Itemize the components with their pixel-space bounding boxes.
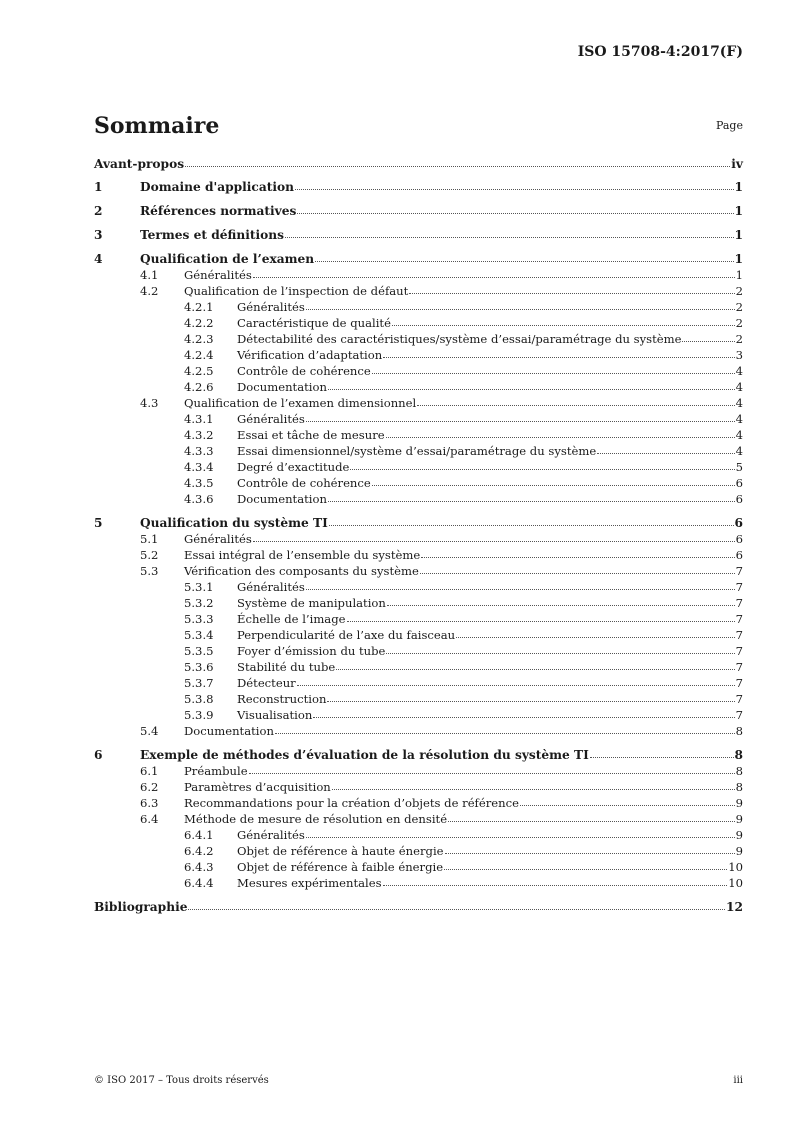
toc-entry-page: 4 <box>735 444 743 458</box>
toc-entry-number: 4.2.6 <box>184 380 214 394</box>
toc-entry-title: Perpendicularité de l’axe du faisceau <box>237 628 456 642</box>
toc-entry-title: Préambule <box>184 764 248 778</box>
toc-entry[interactable] <box>94 779 743 795</box>
toc-entry-number: 4.3 <box>140 396 159 410</box>
toc-entry-number: 4.3.3 <box>184 444 214 458</box>
toc-entry[interactable] <box>94 531 743 547</box>
toc-entry[interactable] <box>94 707 743 723</box>
toc-entry-page: 7 <box>735 628 743 642</box>
toc-entry[interactable] <box>94 475 743 491</box>
dot-leader <box>409 282 734 294</box>
toc-entry-page: 1 <box>735 268 743 282</box>
toc-entry-page: 2 <box>735 316 743 330</box>
toc-entry-page: 6 <box>735 476 743 490</box>
toc-entry-title: Références normatives <box>140 204 297 218</box>
toc-entry-number: 2 <box>94 204 103 218</box>
dot-leader <box>306 826 735 838</box>
dot-leader <box>590 746 734 758</box>
toc-entry-title: Recommandations pour la création d’objets de référence <box>184 796 519 810</box>
dot-leader <box>682 330 734 342</box>
toc-entry-page: 7 <box>735 660 743 674</box>
toc-entry-number: 4.1 <box>140 268 159 282</box>
toc-entry-title: Contrôle de cohérence <box>237 364 371 378</box>
toc-entry-title: Caractéristique de qualité <box>237 316 391 330</box>
toc-entry-number: 6.4.4 <box>184 876 214 890</box>
toc-entry-title: Méthode de mesure de résolution en densité <box>184 812 448 826</box>
toc-entry-number: 6 <box>94 748 103 762</box>
toc-entry-title: Généralités <box>184 532 252 546</box>
toc-entry[interactable] <box>94 491 743 507</box>
dot-leader <box>383 874 728 886</box>
toc-entry-page: 6 <box>735 532 743 546</box>
toc-entry-page: 4 <box>735 428 743 442</box>
toc-entry[interactable] <box>94 763 743 779</box>
footer-page-number: iii <box>733 1075 743 1086</box>
toc-entry-title: Avant-propos <box>94 157 185 171</box>
toc-entry-page: 1 <box>734 252 743 266</box>
toc-entry-page: 7 <box>735 708 743 722</box>
dot-leader <box>597 442 734 454</box>
toc-entry-number: 5.3.6 <box>184 660 214 674</box>
toc-entry-page: 1 <box>734 204 743 218</box>
toc-entry[interactable] <box>94 379 743 395</box>
toc-entry-number: 5.4 <box>140 724 159 738</box>
page-column-label: Page <box>715 119 743 132</box>
toc-entry[interactable] <box>94 795 743 811</box>
toc-entry-page: 1 <box>734 228 743 242</box>
toc-entry-title: Échelle de l’image <box>237 612 346 626</box>
toc-entry-number: 4.2.3 <box>184 332 214 346</box>
dot-leader <box>306 410 735 422</box>
toc-entry[interactable] <box>94 227 743 243</box>
toc-entry[interactable] <box>94 899 743 915</box>
dot-leader <box>275 722 735 734</box>
toc-entry-number: 4.2.1 <box>184 300 214 314</box>
toc-entry[interactable] <box>94 595 743 611</box>
toc-entry[interactable] <box>94 363 743 379</box>
toc-entry[interactable] <box>94 643 743 659</box>
dot-leader <box>350 458 734 470</box>
toc-entry-title: Termes et définitions <box>140 228 284 242</box>
toc-entry-number: 6.4.2 <box>184 844 214 858</box>
toc-entry-title: Exemple de méthodes d’évaluation de la résolution du système TI <box>140 748 589 762</box>
dot-leader <box>253 530 735 542</box>
toc-entry-page: 10 <box>728 860 743 874</box>
dot-leader <box>306 298 735 310</box>
toc-entry-title: Détecteur <box>237 676 296 690</box>
toc-entry-page: 2 <box>735 300 743 314</box>
toc-entry-page: iv <box>731 157 743 171</box>
toc-entry[interactable] <box>94 843 743 859</box>
toc-entry-number: 6.4.3 <box>184 860 214 874</box>
dot-leader <box>372 474 735 486</box>
toc-entry[interactable] <box>94 267 743 283</box>
toc-entry-number: 4.3.5 <box>184 476 214 490</box>
toc-entry-title: Reconstruction <box>237 692 327 706</box>
dot-leader <box>249 762 735 774</box>
toc-entry-title: Essai intégral de l’ensemble du système <box>184 548 421 562</box>
toc-entry-number: 5.3.9 <box>184 708 214 722</box>
toc-entry[interactable] <box>94 875 743 891</box>
toc-entry-title: Domaine d'application <box>140 180 294 194</box>
toc-entry-page: 1 <box>734 180 743 194</box>
toc-entry-number: 3 <box>94 228 103 242</box>
dot-leader <box>456 626 734 638</box>
toc-entry-page: 6 <box>734 516 743 530</box>
toc-entry-page: 9 <box>735 828 743 842</box>
toc-entry-title: Détectabilité des caractéristiques/système d’essai/paramétrage du système <box>237 332 682 346</box>
toc-entry[interactable] <box>94 443 743 459</box>
toc-entry-title: Bibliographie <box>94 900 188 914</box>
dot-leader <box>297 674 735 686</box>
dot-leader <box>386 642 734 654</box>
toc-entry-title: Qualification du système TI <box>140 516 328 530</box>
toc-entry-number: 5.3.4 <box>184 628 214 642</box>
dot-leader <box>327 690 734 702</box>
toc-entry-number: 5.3.5 <box>184 644 214 658</box>
toc-entry-number: 5.1 <box>140 532 159 546</box>
toc-entry[interactable] <box>94 827 743 843</box>
toc-entry-number: 6.2 <box>140 780 159 794</box>
toc-entry-title: Système de manipulation <box>237 596 386 610</box>
toc-entry[interactable] <box>94 411 743 427</box>
dot-leader <box>328 490 735 502</box>
dot-leader <box>387 594 735 606</box>
toc-entry-number: 4.2.4 <box>184 348 214 362</box>
toc-entry[interactable] <box>94 611 743 627</box>
toc-title: Sommaire <box>94 113 220 139</box>
toc-entry[interactable] <box>94 547 743 563</box>
toc-entry-number: 4.3.2 <box>184 428 214 442</box>
dot-leader <box>285 226 734 238</box>
toc-entry[interactable] <box>94 179 743 195</box>
toc-entry-title: Foyer d’émission du tube <box>237 644 386 658</box>
dot-leader <box>372 362 735 374</box>
toc-entry-number: 5.2 <box>140 548 159 562</box>
toc-entry-title: Stabilité du tube <box>237 660 336 674</box>
dot-leader <box>386 426 735 438</box>
dot-leader <box>306 578 735 590</box>
toc-entry-page: 3 <box>735 348 743 362</box>
toc-entry[interactable] <box>94 627 743 643</box>
dot-leader <box>297 202 733 214</box>
toc-entry-number: 4 <box>94 252 103 266</box>
toc-entry[interactable] <box>94 459 743 475</box>
toc-entry-number: 5 <box>94 516 103 530</box>
toc-entry-number: 4.2 <box>140 284 159 298</box>
dot-leader <box>383 346 734 358</box>
dot-leader <box>185 155 730 167</box>
toc-entry-title: Documentation <box>237 492 327 506</box>
toc-entry-page: 2 <box>735 332 743 346</box>
dot-leader <box>332 778 735 790</box>
dot-leader <box>520 794 735 806</box>
toc-entry-number: 4.3.4 <box>184 460 214 474</box>
toc-entry-title: Généralités <box>237 580 305 594</box>
toc-entry-page: 9 <box>735 796 743 810</box>
dot-leader <box>392 314 735 326</box>
toc-entry[interactable] <box>94 659 743 675</box>
dot-leader <box>315 250 733 262</box>
toc-entry-page: 7 <box>735 596 743 610</box>
toc-entry-title: Vérification des composants du système <box>184 564 419 578</box>
toc-entry[interactable] <box>94 203 743 219</box>
toc-entry[interactable] <box>94 579 743 595</box>
toc-entry-page: 7 <box>735 692 743 706</box>
dot-leader <box>445 842 735 854</box>
toc-entry-page: 7 <box>735 564 743 578</box>
toc-entry-title: Essai dimensionnel/système d’essai/paramétrage du système <box>237 444 597 458</box>
toc-entry[interactable] <box>94 859 743 875</box>
toc-entry-number: 5.3.3 <box>184 612 214 626</box>
toc-entry-number: 5.3.7 <box>184 676 214 690</box>
toc-entry[interactable] <box>94 251 743 267</box>
toc-entry[interactable] <box>94 315 743 331</box>
toc-entry-title: Qualification de l’examen <box>140 252 315 266</box>
toc-entry-title: Essai et tâche de mesure <box>237 428 385 442</box>
toc-entry-page: 2 <box>735 284 743 298</box>
toc-entry-number: 6.4.1 <box>184 828 214 842</box>
toc-entry[interactable] <box>94 283 743 299</box>
dot-leader <box>420 562 735 574</box>
toc-entry-page: 7 <box>735 676 743 690</box>
toc-entry[interactable] <box>94 515 743 531</box>
toc-entry-page: 4 <box>735 412 743 426</box>
toc-entry-title: Vérification d’adaptation <box>237 348 383 362</box>
toc-entry-title: Documentation <box>237 380 327 394</box>
toc-entry[interactable] <box>94 563 743 579</box>
toc-entry[interactable] <box>94 747 743 763</box>
toc-entry-title: Contrôle de cohérence <box>237 476 371 490</box>
toc-entry[interactable] <box>94 427 743 443</box>
toc-entry-page: 6 <box>735 548 743 562</box>
toc-entry-number: 6.4 <box>140 812 159 826</box>
toc-entry[interactable] <box>94 299 743 315</box>
dot-leader <box>336 658 734 670</box>
toc-entry[interactable] <box>94 811 743 827</box>
toc-entry[interactable] <box>94 331 743 347</box>
dot-leader <box>313 706 734 718</box>
toc-entry-number: 4.3.1 <box>184 412 214 426</box>
toc-entry-title: Mesures expérimentales <box>237 876 382 890</box>
toc-entry-page: 10 <box>728 876 743 890</box>
toc-entry-number: 6.3 <box>140 796 159 810</box>
toc-entry-title: Visualisation <box>237 708 313 722</box>
toc-entry-number: 4.3.6 <box>184 492 214 506</box>
toc-entry-page: 9 <box>735 844 743 858</box>
toc-entry-page: 8 <box>734 748 743 762</box>
toc-entry-number: 5.3.1 <box>184 580 214 594</box>
toc-entry-page: 8 <box>735 780 743 794</box>
document-header: ISO 15708-4:2017(F) <box>577 44 743 60</box>
toc-entry-number: 4.2.2 <box>184 316 214 330</box>
toc-entry-page: 7 <box>735 644 743 658</box>
toc-entry-number: 5.3 <box>140 564 159 578</box>
toc-entry-title: Objet de référence à haute énergie <box>237 844 444 858</box>
toc-entry-title: Paramètres d’acquisition <box>184 780 331 794</box>
toc-entry-page: 4 <box>735 364 743 378</box>
toc-entry[interactable] <box>94 723 743 739</box>
toc-entry-number: 4.2.5 <box>184 364 214 378</box>
toc-entry-title: Généralités <box>184 268 252 282</box>
toc-entry-number: 1 <box>94 180 103 194</box>
toc-entry-page: 5 <box>735 460 743 474</box>
toc-entry-page: 8 <box>735 724 743 738</box>
toc-entry[interactable] <box>94 347 743 363</box>
toc-entry[interactable] <box>94 675 743 691</box>
toc-entry-title: Objet de référence à faible énergie <box>237 860 444 874</box>
toc-entry-title: Généralités <box>237 828 305 842</box>
dot-leader <box>421 546 734 558</box>
toc-entry-number: 5.3.2 <box>184 596 214 610</box>
toc-entry-page: 4 <box>735 380 743 394</box>
toc-entry-title: Généralités <box>237 300 305 314</box>
toc-entry-page: 12 <box>726 900 743 914</box>
dot-leader <box>448 810 735 822</box>
toc-entry-page: 7 <box>735 580 743 594</box>
toc-entry-number: 6.1 <box>140 764 159 778</box>
toc-entry-title: Qualification de l’examen dimensionnel <box>184 396 417 410</box>
toc-entry-title: Documentation <box>184 724 274 738</box>
toc-entry[interactable] <box>94 156 743 172</box>
dot-leader <box>347 610 735 622</box>
toc-entry-page: 8 <box>735 764 743 778</box>
dot-leader <box>253 266 735 278</box>
dot-leader <box>328 378 735 390</box>
dot-leader <box>295 178 734 190</box>
dot-leader <box>444 858 727 870</box>
footer-copyright: © ISO 2017 – Tous droits réservés <box>94 1075 269 1086</box>
toc-entry-number: 5.3.8 <box>184 692 214 706</box>
toc-entry[interactable] <box>94 691 743 707</box>
toc-entry[interactable] <box>94 395 743 411</box>
toc-entry-page: 6 <box>735 492 743 506</box>
dot-leader <box>188 898 725 910</box>
toc-entry-page: 7 <box>735 612 743 626</box>
toc-entry-page: 4 <box>735 396 743 410</box>
toc-entry-title: Qualification de l’inspection de défaut <box>184 284 409 298</box>
toc-entry-page: 9 <box>735 812 743 826</box>
toc-entry-title: Degré d’exactitude <box>237 460 350 474</box>
toc-entry-title: Généralités <box>237 412 305 426</box>
dot-leader <box>417 394 734 406</box>
dot-leader <box>329 514 734 526</box>
